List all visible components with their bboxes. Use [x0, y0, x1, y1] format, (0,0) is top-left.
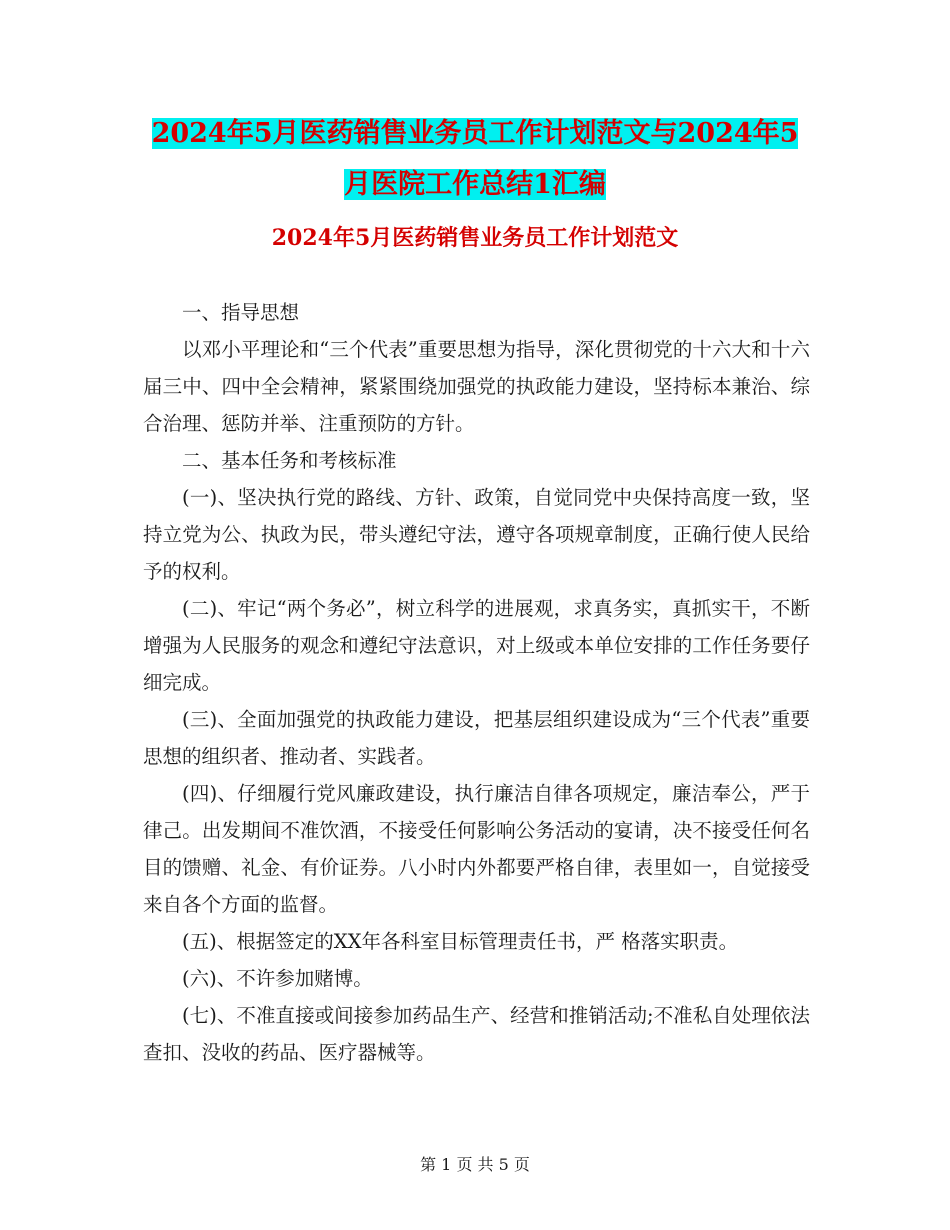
paragraph: (七)、不准直接或间接参加药品生产、经营和推销活动;不准私自处理依法查扣、没收的药品、医疗器械等。	[143, 1004, 810, 1064]
paragraph: 以邓小平理论和“三个代表”重要思想为指导，深化贯彻党的十六大和十六届三中、四中全会精神，紧紧围绕加强党的执政能力建设，坚持标本兼治、综合治理、惩防并举、注重预防的方针。	[143, 338, 810, 435]
paragraph: (三)、全面加强党的执政能力建设，把基层组织建设成为“三个代表”重要思想的组织者、推动者、实践者。	[143, 708, 810, 768]
paragraph: (五)、根据签定的XX年各科室目标管理责任书，严 格落实职责。	[182, 930, 739, 953]
heading-basic-tasks: 二、基本任务和考核标准	[182, 449, 397, 472]
paragraph: (六)、不许参加赌博。	[182, 967, 373, 990]
title-highlight: 2024年5月医药销售业务员工作计划范文与2024年5月医院工作总结1汇编	[151, 118, 799, 200]
page-footer: 第 1 页 共 5 页	[420, 1155, 530, 1174]
paragraph: (四)、仔细履行党风廉政建设，执行廉洁自律各项规定，廉洁奉公，严于律己。出发期间不准饮酒，不接受任何影响公务活动的宴请，决不接受任何名目的馈赠、礼金、有价证券。八小时内外都要严格自律，表里如一，自觉接受来自各个方面的监督。	[143, 782, 810, 916]
heading-guiding-ideology: 一、指导思想	[182, 301, 300, 324]
paragraph: (二)、牢记“两个务必”，树立科学的进展观，求真务实，真抓实干，不断增强为人民服务的观念和遵纪守法意识，对上级或本单位安排的工作任务要仔细完成。	[143, 597, 810, 694]
section-title: 2024年5月医药销售业务员工作计划范文	[271, 225, 679, 251]
document-title	[140, 108, 810, 210]
document-body	[143, 294, 810, 1071]
paragraph: (一)、坚决执行党的路线、方针、政策，自觉同党中央保持高度一致，坚持立党为公、执政为民，带头遵纪守法，遵守各项规章制度，正确行使人民给予的权利。	[143, 486, 810, 583]
